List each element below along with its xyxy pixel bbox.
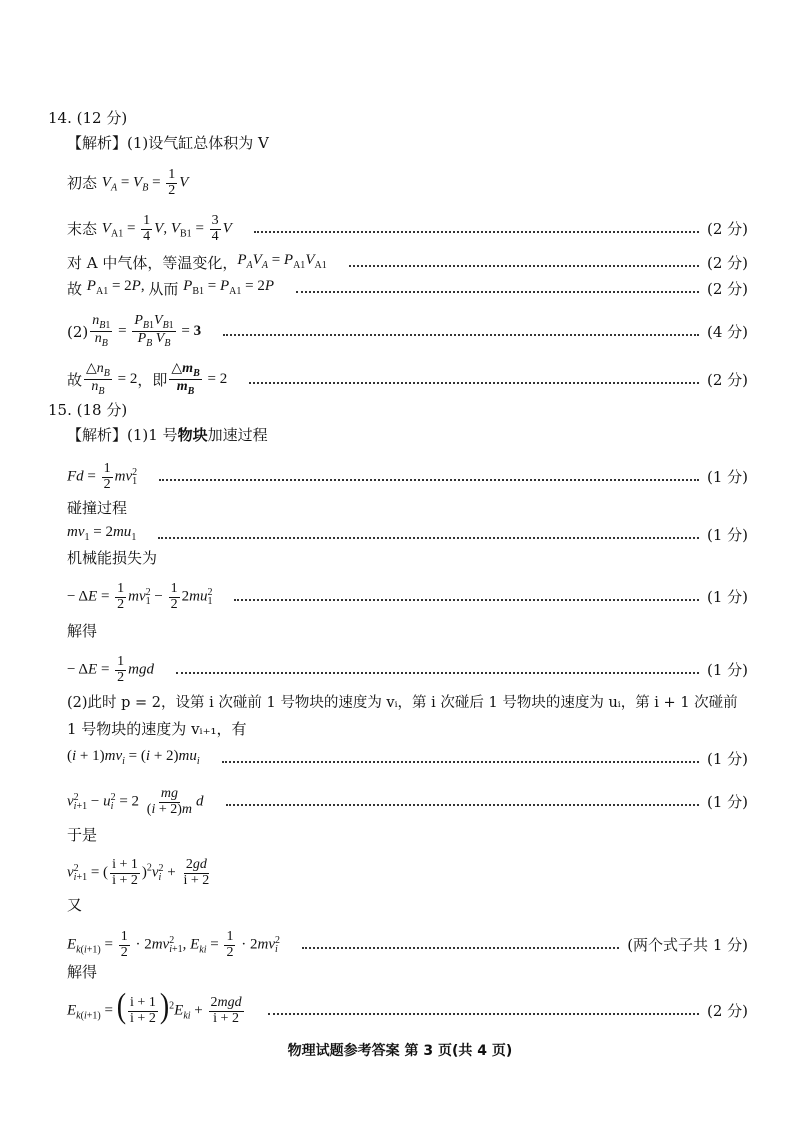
score: (两个式子共 1 分) (627, 936, 748, 955)
q15-intro-a: 【解析】(1)1 号 (67, 426, 178, 444)
leader-dots (234, 599, 698, 601)
score: (2 分) (706, 1002, 748, 1021)
q15-kinematics (67, 787, 748, 817)
q14-isothermal (67, 250, 748, 276)
q15-loss-label (67, 548, 748, 568)
q14-ji: ，即 (137, 370, 168, 389)
q14-header (48, 108, 748, 128)
leader-dots (158, 537, 699, 539)
q15-solve2: 解得 (67, 963, 98, 981)
q14-pressure-eq1: $P_{A1} = 2P$, (86, 278, 149, 297)
q14-part2-label: (2) (67, 322, 89, 341)
q14-init-equation: $V_A = V_B$ = $\frac{1}{2}$ V (101, 167, 189, 198)
score: (2 分) (706, 370, 748, 389)
q14-pressure-eq2: $P_{B1} = P_{A1} = 2P$ (183, 278, 274, 297)
q15-momentum (67, 522, 748, 548)
score: (2 分) (706, 280, 748, 298)
q14-final-equation: $V_{A1}$ = $\frac{1}{4}$ V, $V_{B1}$ = $\frac{3}{4}$ V (101, 213, 232, 244)
q15-recursion (67, 858, 748, 888)
q15-work-equation: Fd = $\frac{1}{2}$ mv 2 1 (67, 461, 138, 492)
leader-dots (176, 672, 699, 674)
q15-part2-text2 (67, 719, 748, 739)
q15-mech-loss: 机械能损失为 (67, 549, 158, 567)
leader-dots (254, 231, 699, 233)
q15-momentum-equation: $mv_1 = 2mu_1$ (67, 524, 137, 543)
q14-gu: 故 (67, 280, 83, 298)
score: (1 分) (706, 661, 748, 680)
score: (2 分) (706, 254, 748, 272)
q15-recursion-equation: v 2 i+1 = ( $\frac{i + 1}{i + 2}$ )$^2$v 2 i + $\frac{2gd}{i + 2}$ (67, 857, 210, 888)
q15-kinematics-equation: v 2 i+1 − u 2 i = 2 $\frac{mg}{(i + 2)m}$ d (67, 786, 204, 817)
q15-momentum-i (67, 746, 748, 772)
leader-dots (249, 382, 699, 384)
score: (4 分) (706, 322, 748, 341)
score: (1 分) (706, 468, 748, 487)
q15-solve1: 解得 (67, 622, 98, 640)
q15-part2-line1: (2)此时 p = 2，设第 i 次碰前 1 号物块的速度为 vᵢ，第 i 次碰后 1 号物块的速度为 uᵢ，第 i + 1 次碰前 (67, 695, 738, 711)
q15-part2-text1 (67, 693, 748, 713)
score: (1 分) (706, 793, 748, 812)
q15-final (67, 986, 748, 1027)
q15-kinetic (67, 930, 748, 961)
leader-dots (268, 1013, 699, 1015)
q15-part2-line2: 1 号物块的速度为 vᵢ₊₁，有 (67, 720, 247, 738)
q14-final-state (67, 214, 748, 245)
q15-collision-label (67, 498, 748, 518)
leader-dots (296, 291, 699, 293)
q14-analysis-intro: 【解析】(1)设气缸总体积为 V (67, 134, 269, 152)
q15-yushi: 于是 (67, 826, 98, 844)
q15-final-equation: $E_{k(i+1)}$ = ( $\frac{i + 1}{i + 2}$ )$^2E_{ki}$ + $\frac{\text{2mgd}}{i + 2}$ (67, 986, 242, 1026)
q14-init-label: 初态 (67, 174, 98, 193)
q15-intro-c: 加速过程 (207, 426, 268, 444)
q15-analysis (67, 425, 748, 445)
q14-delta-n: $\frac{\triangle n_B}{n_B}$ = 2 (86, 361, 138, 398)
q15-header (48, 400, 748, 420)
q15-you-label (67, 895, 748, 915)
q14-delta-m: $\frac{\triangle m_B}{m_B}$ = 2 (171, 361, 228, 398)
page-footer: 物理试题参考答案 第 3 页(共 4 页) (287, 1043, 513, 1059)
leader-dots (302, 947, 619, 949)
q14-final-label: 末态 (67, 220, 98, 239)
q15-number: 15. (18 分) (48, 401, 128, 419)
leader-dots (223, 334, 699, 336)
q15-result1 (67, 655, 748, 685)
q14-initial-state (67, 168, 748, 199)
q14-number: 14. (12 分) (48, 109, 128, 127)
q14-gu-2: 故 (67, 370, 83, 389)
leader-dots (222, 761, 699, 763)
score: (1 分) (706, 588, 748, 607)
q15-work-energy (67, 462, 748, 492)
leader-dots (349, 265, 699, 267)
q15-momentum-i-equation: $(i + 1)mv_i = (i + 2)mu_i$ (67, 748, 200, 767)
score: (1 分) (706, 750, 748, 768)
leader-dots (226, 804, 699, 806)
score: (1 分) (706, 526, 748, 544)
q15-solve2-label (67, 962, 748, 982)
q15-intro-b: 物块 (177, 426, 208, 444)
leader-dots (159, 479, 699, 481)
q15-result1-equation: − ΔE = $\frac{1}{2}$ mgd (67, 654, 155, 685)
q14-congersay: 从而 (148, 280, 179, 298)
q15-collision: 碰撞过程 (67, 499, 128, 517)
q14-pressure (67, 276, 748, 302)
q15-energy-loss (67, 582, 748, 612)
q15-kinetic-equation: $E_{k(i+1)}$ = $\frac{1}{2}$ · 2mv 2 i+1 , $E_{ki}$ = $\frac{1}{2}$ · 2mv 2 i (67, 929, 280, 960)
q14-ratio-equation: $\frac{n_{B1}}{n_B}$ = $\frac{P_{B1}V_{B1}}{P_B V_B}$ = 3 (92, 313, 202, 350)
q14-iso-text: 对 A 中气体，等温变化， (67, 254, 238, 272)
q14-analysis (67, 133, 748, 153)
score: (2 分) (706, 220, 748, 239)
q15-yushi-label (67, 825, 748, 845)
q15-solve1-label (67, 621, 748, 641)
q14-conclusion (67, 362, 748, 398)
q14-part2 (67, 314, 748, 350)
q15-loss-equation: − ΔE = $\frac{1}{2}$ mv 2 1 − $\frac{1}{2}$ 2mu 2 1 (67, 581, 213, 612)
q14-iso-equation: $P_AV_A = P_{A1}V_{A1}$ (237, 252, 327, 271)
q15-you: 又 (67, 896, 83, 914)
